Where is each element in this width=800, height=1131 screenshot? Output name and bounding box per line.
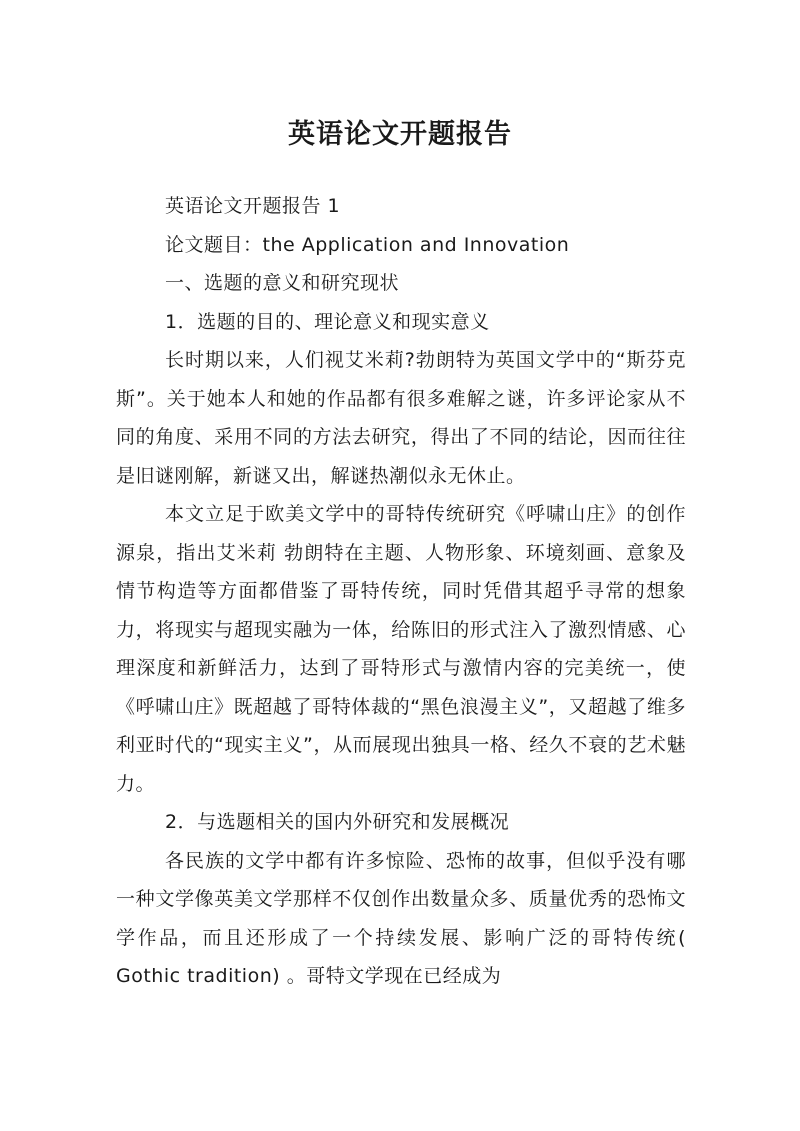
paragraph-thesis-title: 论文题目：the Application and Innovation [165,233,570,256]
paragraph-subsection-2-heading: 2．与选题相关的国内外研究和发展概况 [165,811,510,833]
document-title: 英语论文开题报告 [288,119,512,151]
paragraph-report-label: 英语论文开题报告 1 [165,195,341,217]
document-body [116,187,686,996]
paragraph-body-1: 长时期以来，人们视艾米莉?勃朗特为英国文学中的“斯芬克斯”。关于她本人和她的作品都有很多难解之谜，许多评论家从不同的角度、采用不同的方法去研究，得出了不同的结论，因而往往是旧谜刚解，新谜又出，解谜热潮似永无休止。 [116,349,686,487]
paragraph-body-3: 各民族的文学中都有许多惊险、恐怖的故事，但似乎没有哪一种文学像英美文学那样不仅创作出数量众多、质量优秀的恐怖文学作品，而且还形成了一个持续发展、影响广泛的哥特传统( Gothic tradition) 。哥特文学现在已经成为 [116,849,686,987]
paragraph-body-2: 本文立足于欧美文学中的哥特传统研究《呼啸山庄》的创作源泉，指出艾米莉 勃朗特在主题、人物形象、环境刻画、意象及情节构造等方面都借鉴了哥特传统，同时凭借其超乎寻常的想象力，将现实与超现实融为一体，给陈旧的形式注入了激烈情感、心理深度和新鲜活力，达到了哥特形式与激情内容的完美统一，使《呼啸山庄》既超越了哥特体裁的“黑色浪漫主义”，又超越了维多利亚时代的“现实主义”，从而展现出独具一格、经久不衰的艺术魅力。 [116,503,686,795]
paragraph-subsection-1-heading: 1．选题的目的、理论意义和现实意义 [165,310,490,333]
paragraph-section-heading: 一、选题的意义和研究现状 [165,272,400,294]
